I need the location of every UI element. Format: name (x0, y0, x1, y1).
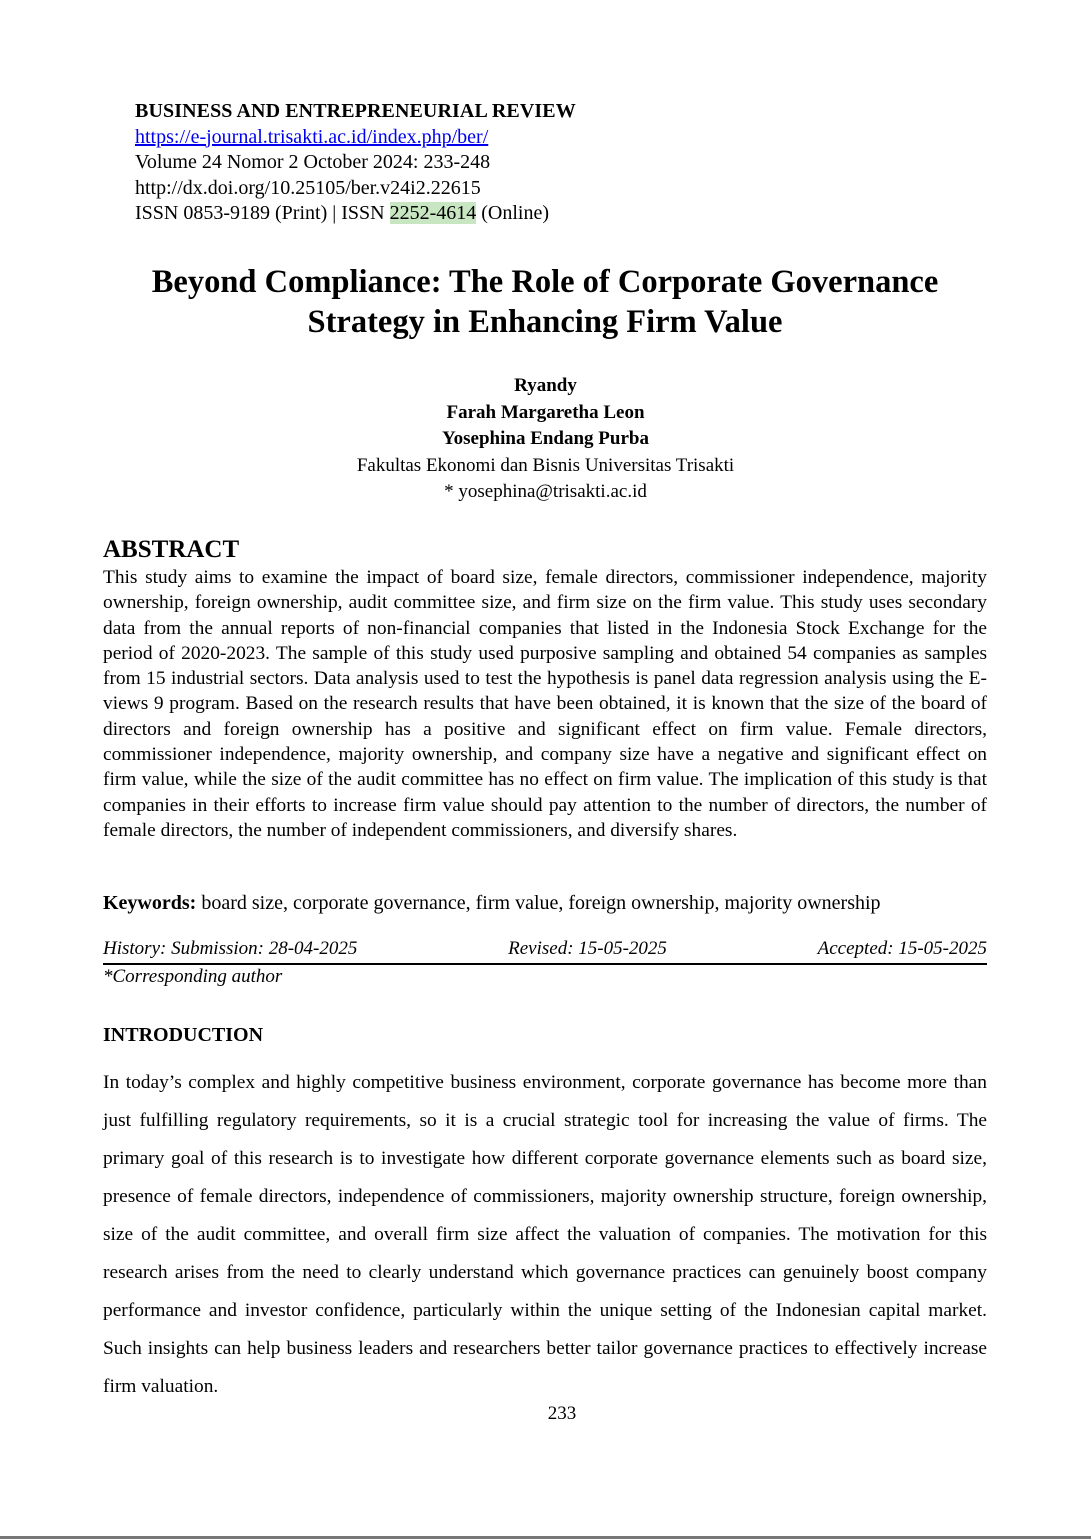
journal-name: BUSINESS AND ENTREPRENEURIAL REVIEW (135, 100, 576, 122)
volume-info: Volume 24 Nomor 2 October 2024: 233-248 (135, 151, 491, 173)
affiliation: Fakultas Ekonomi dan Bisnis Universitas Trisakti (356, 454, 735, 476)
title-line-1: Beyond Compliance: The Role of Corporate Governance (151, 264, 939, 300)
journal-url-link[interactable]: https://e-journal.trisakti.ac.id/index.php/ber/ (135, 125, 489, 148)
doi-text: http://dx.doi.org/10.25105/ber.v24i2.22615 (135, 176, 481, 199)
journal-header (135, 99, 576, 227)
abstract-body: This study aims to examine the impact of board size, female directors, commissioner independence, majority ownership, foreign ownership, audit committee size, and firm size on the firm value. This study uses secondary data from the annual reports of non-financial companies that listed in the Indonesia Stock Exchange for the period of 2020-2023. The sample of this study used purposive sampling and obtained 54 companies as samples from 15 industrial sectors. Data analysis used to test the hypothesis is panel data regression analysis using the E-views 9 program. Based on the research results that have been obtained, it is known that the size of the board of directors and foreign ownership has a positive and significant effect on firm value. Female directors, commissioner independence, majority ownership, and company size have a negative and significant effect on firm value, while the size of the audit committee has no effect on firm value. The implication of this study is that companies in their efforts to increase firm value should pay attention to the number of directors, the number of female directors, the number of independent commissioners, and diversify shares. (103, 567, 987, 841)
author-name: Farah Margaretha Leon (446, 401, 645, 423)
submission-date: History: Submission: 28-04-2025 (103, 938, 358, 959)
author-block (0, 373, 1091, 506)
title-line-2: Strategy in Enhancing Firm Value (307, 303, 783, 340)
history-row (103, 937, 987, 965)
keywords-list: board size, corporate governance, firm value, foreign ownership, majority ownership (196, 892, 881, 914)
accepted-date: Accepted: 15-05-2025 (817, 938, 987, 959)
issn-print: ISSN 0853-9189 (Print) | ISSN (135, 202, 390, 224)
issn-online-highlight: 2252-4614 (389, 202, 477, 224)
introduction-body: In today’s complex and highly competitive business environment, corporate governance has become more than just fulfilling regulatory requirements, so it is a crucial strategic tool for increasing the value of firms. The primary goal of this research is to investigate how different corporate governance elements such as board size, presence of female directors, independence of commissioners, majority ownership structure, foreign ownership, size of the audit committee, and overall firm size affect the valuation of companies. The motivation for this research arises from the need to clearly understand which governance practices can genuinely boost company performance and investor confidence, particularly within the unique setting of the Indonesian capital market. Such insights can help business leaders and researchers better tailor governance practices to effectively increase firm valuation. (103, 1072, 987, 1397)
abstract-heading: ABSTRACT (103, 536, 240, 563)
issn-online-suffix: (Online) (476, 202, 550, 224)
corresponding-author-note: *Corresponding author (103, 966, 283, 987)
author-name: Ryandy (514, 375, 577, 396)
revised-date: Revised: 15-05-2025 (508, 938, 667, 959)
page-number: 233 (547, 1403, 577, 1424)
introduction-heading: INTRODUCTION (103, 1024, 264, 1046)
issn-line (135, 201, 576, 227)
keywords (103, 889, 987, 917)
keywords-label: Keywords: (103, 892, 197, 914)
paper-title (60, 263, 1030, 342)
corresponding-email: * yosephina@trisakti.ac.id (444, 481, 647, 502)
author-name: Yosephina Endang Purba (442, 428, 649, 449)
